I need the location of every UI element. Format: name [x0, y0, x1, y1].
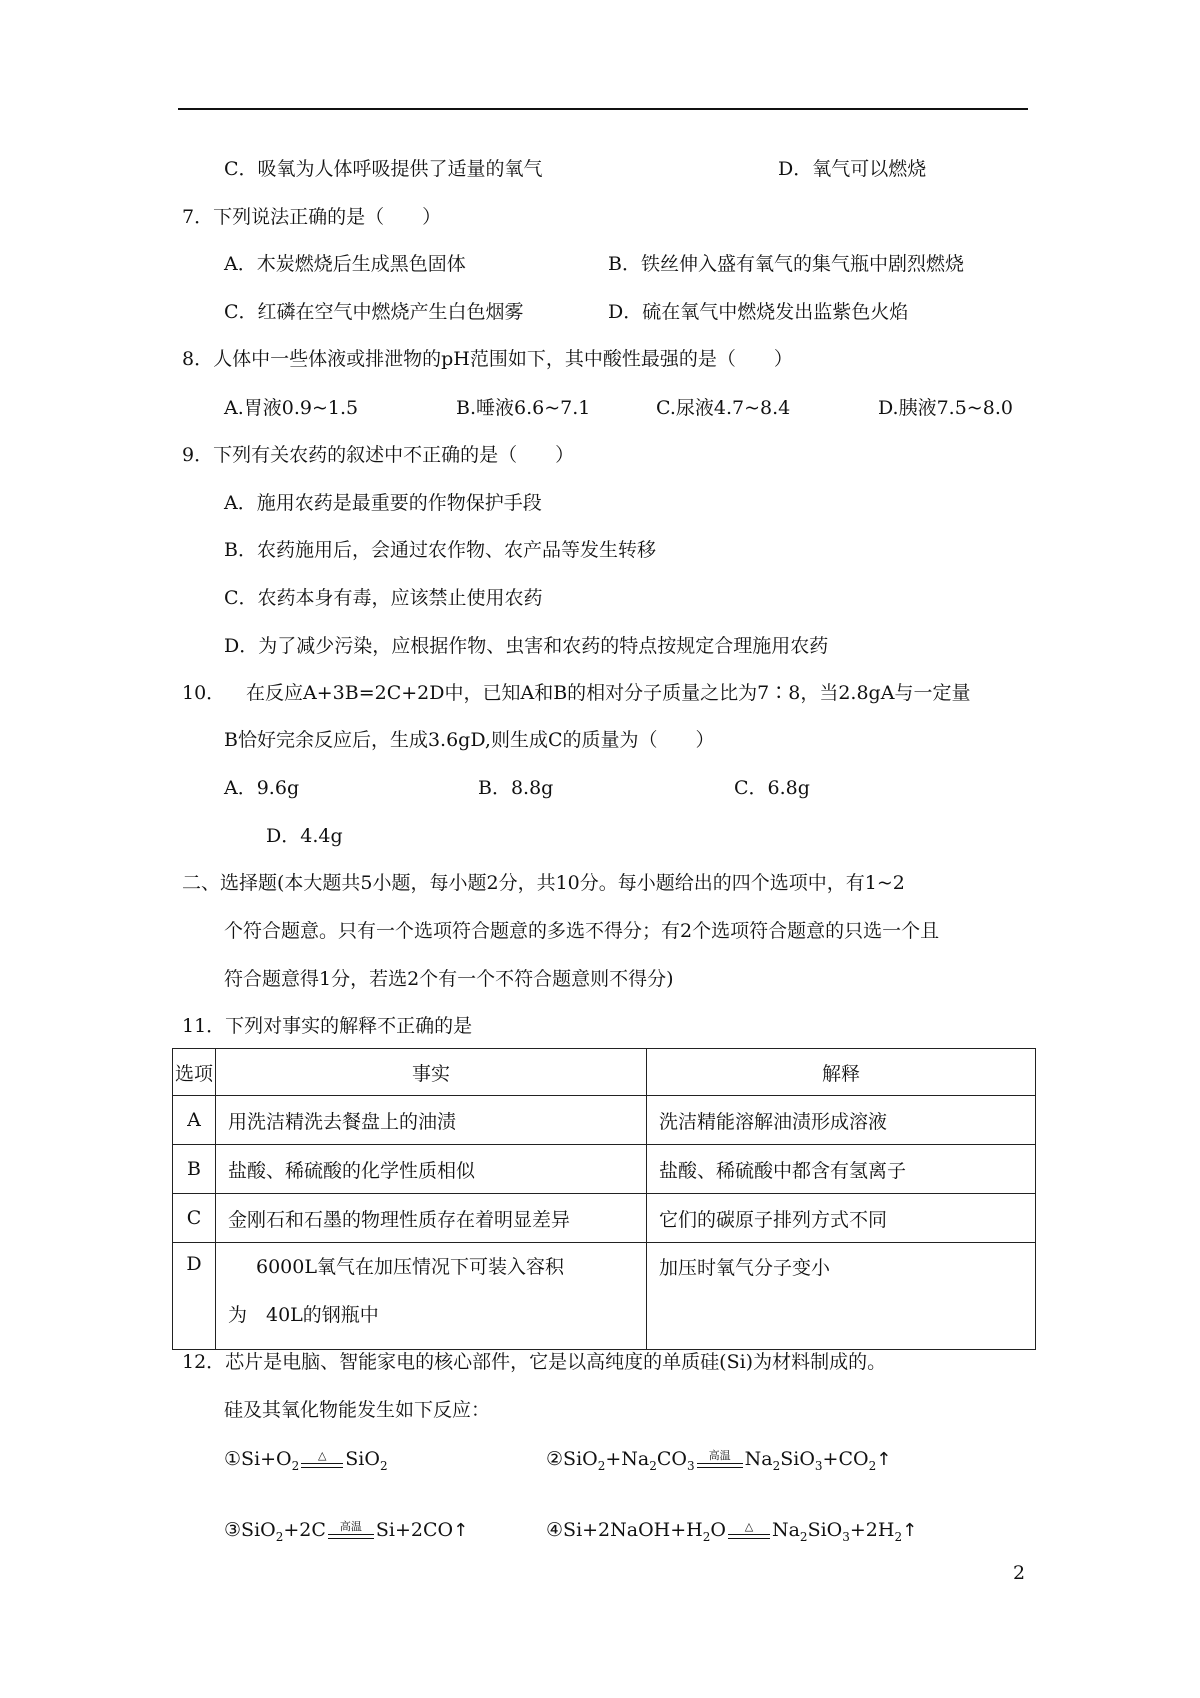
table-row	[173, 1243, 1036, 1350]
formula-part: SiO	[780, 1448, 815, 1470]
reaction-2	[546, 1448, 892, 1473]
q11-stem: 11．下列对事实的解释不正确的是	[182, 1015, 473, 1037]
gas-arrow-icon: ↑	[902, 1520, 918, 1541]
row-explanation: 盐酸、稀硫酸中都含有氢离子	[647, 1145, 1036, 1194]
page-number: 2	[1013, 1562, 1026, 1584]
header-rule	[178, 108, 1028, 110]
double-line-equals	[697, 1463, 743, 1468]
formula-part: CO	[656, 1448, 687, 1470]
q10-stem-line1: 在反应A+3B=2C+2D中，已知A和B的相对分子质量之比为7∶8，当2.8gA与一定量	[246, 682, 971, 704]
q6-option-c: C．吸氧为人体呼吸提供了适量的氧气	[224, 158, 543, 180]
q9-option-a: A．施用农药是最重要的作物保护手段	[224, 492, 542, 514]
q10-option-a: A．9.6g	[224, 777, 300, 799]
reaction-condition	[301, 1450, 343, 1468]
section2-instructions-line3: 符合题意得1分，若选2个有一个不符合题意则不得分)	[224, 968, 674, 990]
high-temp-label: 高温	[708, 1449, 731, 1462]
formula-part: O	[710, 1519, 726, 1541]
q8-option-a: A.胃液0.9~1.5	[224, 397, 359, 419]
reaction-condition	[328, 1521, 374, 1539]
reaction-number: ②	[546, 1448, 564, 1470]
q12-stem-line1: 12．芯片是电脑、智能家电的核心部件，它是以高纯度的单质硅(Si)为材料制成的。	[182, 1351, 887, 1373]
formula-part: SiO	[345, 1448, 380, 1470]
section2-instructions-line1: 二、选择题(本大题共5小题，每小题2分，共10分。每小题给出的四个选项中，有1~2	[182, 872, 905, 894]
double-line-equals	[301, 1463, 343, 1468]
q9-option-d: D．为了减少污染，应根据作物、虫害和农药的特点按规定合理施用农药	[224, 635, 829, 657]
q7-option-c: C．红磷在空气中燃烧产生白色烟雾	[224, 301, 524, 323]
reaction-3	[224, 1519, 469, 1544]
q12-stem-line2: 硅及其氧化物能发生如下反应：	[224, 1399, 491, 1421]
heat-symbol: △	[744, 1520, 754, 1533]
formula-part: Na	[744, 1448, 773, 1470]
reaction-1	[224, 1448, 388, 1473]
q7-option-a: A．木炭燃烧后生成黑色固体	[224, 253, 466, 275]
formula-subscript: 2	[649, 1459, 657, 1473]
q8-option-d: D.胰液7.5~8.0	[878, 397, 1013, 419]
heat-symbol: △	[318, 1449, 327, 1462]
row-explanation: 它们的碳原子排列方式不同	[647, 1194, 1036, 1243]
formula-part: +CO	[822, 1448, 869, 1470]
formula-part: SiO	[241, 1519, 276, 1541]
q7-option-d: D．硫在氧气中燃烧发出监紫色火焰	[608, 301, 909, 323]
q8-option-c: C.尿液4.7~8.4	[656, 397, 791, 419]
reaction-condition	[728, 1521, 770, 1539]
formula-subscript: 2	[894, 1530, 903, 1544]
q10-option-c: C．6.8g	[734, 777, 810, 799]
table-header-row	[173, 1049, 1036, 1096]
row-option: C	[173, 1194, 216, 1243]
section2-instructions-line2: 个符合题意。只有一个选项符合题意的多选不得分；有2个选项符合题意的只选一个且	[224, 920, 940, 942]
formula-part: +Na	[605, 1448, 650, 1470]
q8-stem: 8．人体中一些体液或排泄物的pH范围如下，其中酸性最强的是（ ）	[182, 348, 793, 370]
q9-option-c: C．农药本身有毒，应该禁止使用农药	[224, 587, 543, 609]
q6-option-d: D．氧气可以燃烧	[778, 158, 927, 180]
formula-subscript: 2	[868, 1459, 877, 1473]
q7-stem: 7．下列说法正确的是（ ）	[182, 206, 442, 228]
reaction-number: ③	[224, 1519, 242, 1541]
header-option: 选项	[173, 1049, 216, 1096]
q9-option-b: B．农药施用后，会通过农作物、农产品等发生转移	[224, 539, 656, 561]
formula-part: Si+2NaOH+H	[563, 1519, 703, 1541]
row-fact-line1: 6000L氧气在加压情况下可装入容积	[256, 1256, 564, 1278]
row-fact	[216, 1243, 647, 1350]
row-explanation: 洗洁精能溶解油渍形成溶液	[647, 1096, 1036, 1145]
formula-part: +2H	[849, 1519, 895, 1541]
double-line-equals	[328, 1534, 374, 1539]
gas-arrow-icon: ↑	[453, 1520, 469, 1541]
formula-part: Na	[771, 1519, 800, 1541]
header-explanation: 解释	[647, 1049, 1036, 1096]
q10-option-b: B．8.8g	[478, 777, 554, 799]
formula-part: SiO	[807, 1519, 843, 1541]
reaction-condition	[697, 1450, 743, 1468]
formula-subscript: 2	[597, 1459, 606, 1473]
formula-subscript: 2	[799, 1530, 808, 1544]
double-line-equals	[728, 1534, 770, 1539]
q8-option-b: B.唾液6.6~7.1	[456, 397, 591, 419]
table-row	[173, 1096, 1036, 1145]
row-explanation: 加压时氧气分子变小	[647, 1243, 1036, 1350]
formula-subscript: 3	[814, 1459, 823, 1473]
row-option: B	[173, 1145, 216, 1194]
formula-subscript: 3	[842, 1530, 850, 1544]
gas-arrow-icon: ↑	[876, 1449, 892, 1470]
q11-table	[172, 1048, 1036, 1350]
formula-subscript: 2	[275, 1530, 284, 1544]
q10-option-d: D．4.4g	[266, 825, 343, 847]
table-row	[173, 1194, 1036, 1243]
formula-subscript: 2	[291, 1459, 300, 1473]
row-fact: 用洗洁精洗去餐盘上的油渍	[216, 1096, 647, 1145]
high-temp-label: 高温	[339, 1520, 362, 1533]
reaction-number: ④	[546, 1519, 564, 1541]
reaction-number: ①	[224, 1448, 242, 1470]
header-fact: 事实	[216, 1049, 647, 1096]
formula-subscript: 2	[379, 1459, 388, 1473]
formula-subscript: 2	[702, 1530, 711, 1544]
reaction-4	[546, 1519, 918, 1544]
row-fact-line2: 为 40L的钢瓶中	[228, 1304, 379, 1326]
formula-part: +2C	[283, 1519, 326, 1541]
table-row	[173, 1145, 1036, 1194]
row-fact: 盐酸、稀硫酸的化学性质相似	[216, 1145, 647, 1194]
formula-part: Si+O	[241, 1448, 292, 1470]
formula-part: Si+2CO	[375, 1519, 454, 1541]
q10-number: 10．	[182, 682, 226, 704]
q9-stem: 9．下列有关农药的叙述中不正确的是（ ）	[182, 444, 575, 466]
row-option: D	[173, 1243, 216, 1350]
formula-subscript: 3	[687, 1459, 695, 1473]
formula-subscript: 2	[772, 1459, 781, 1473]
q7-option-b: B．铁丝伸入盛有氧气的集气瓶中剧烈燃烧	[608, 253, 964, 275]
formula-part: SiO	[563, 1448, 598, 1470]
row-option: A	[173, 1096, 216, 1145]
q10-stem-line2: B恰好完余反应后，生成3.6gD,则生成C的质量为（ ）	[224, 729, 715, 751]
row-fact: 金刚石和石墨的物理性质存在着明显差异	[216, 1194, 647, 1243]
